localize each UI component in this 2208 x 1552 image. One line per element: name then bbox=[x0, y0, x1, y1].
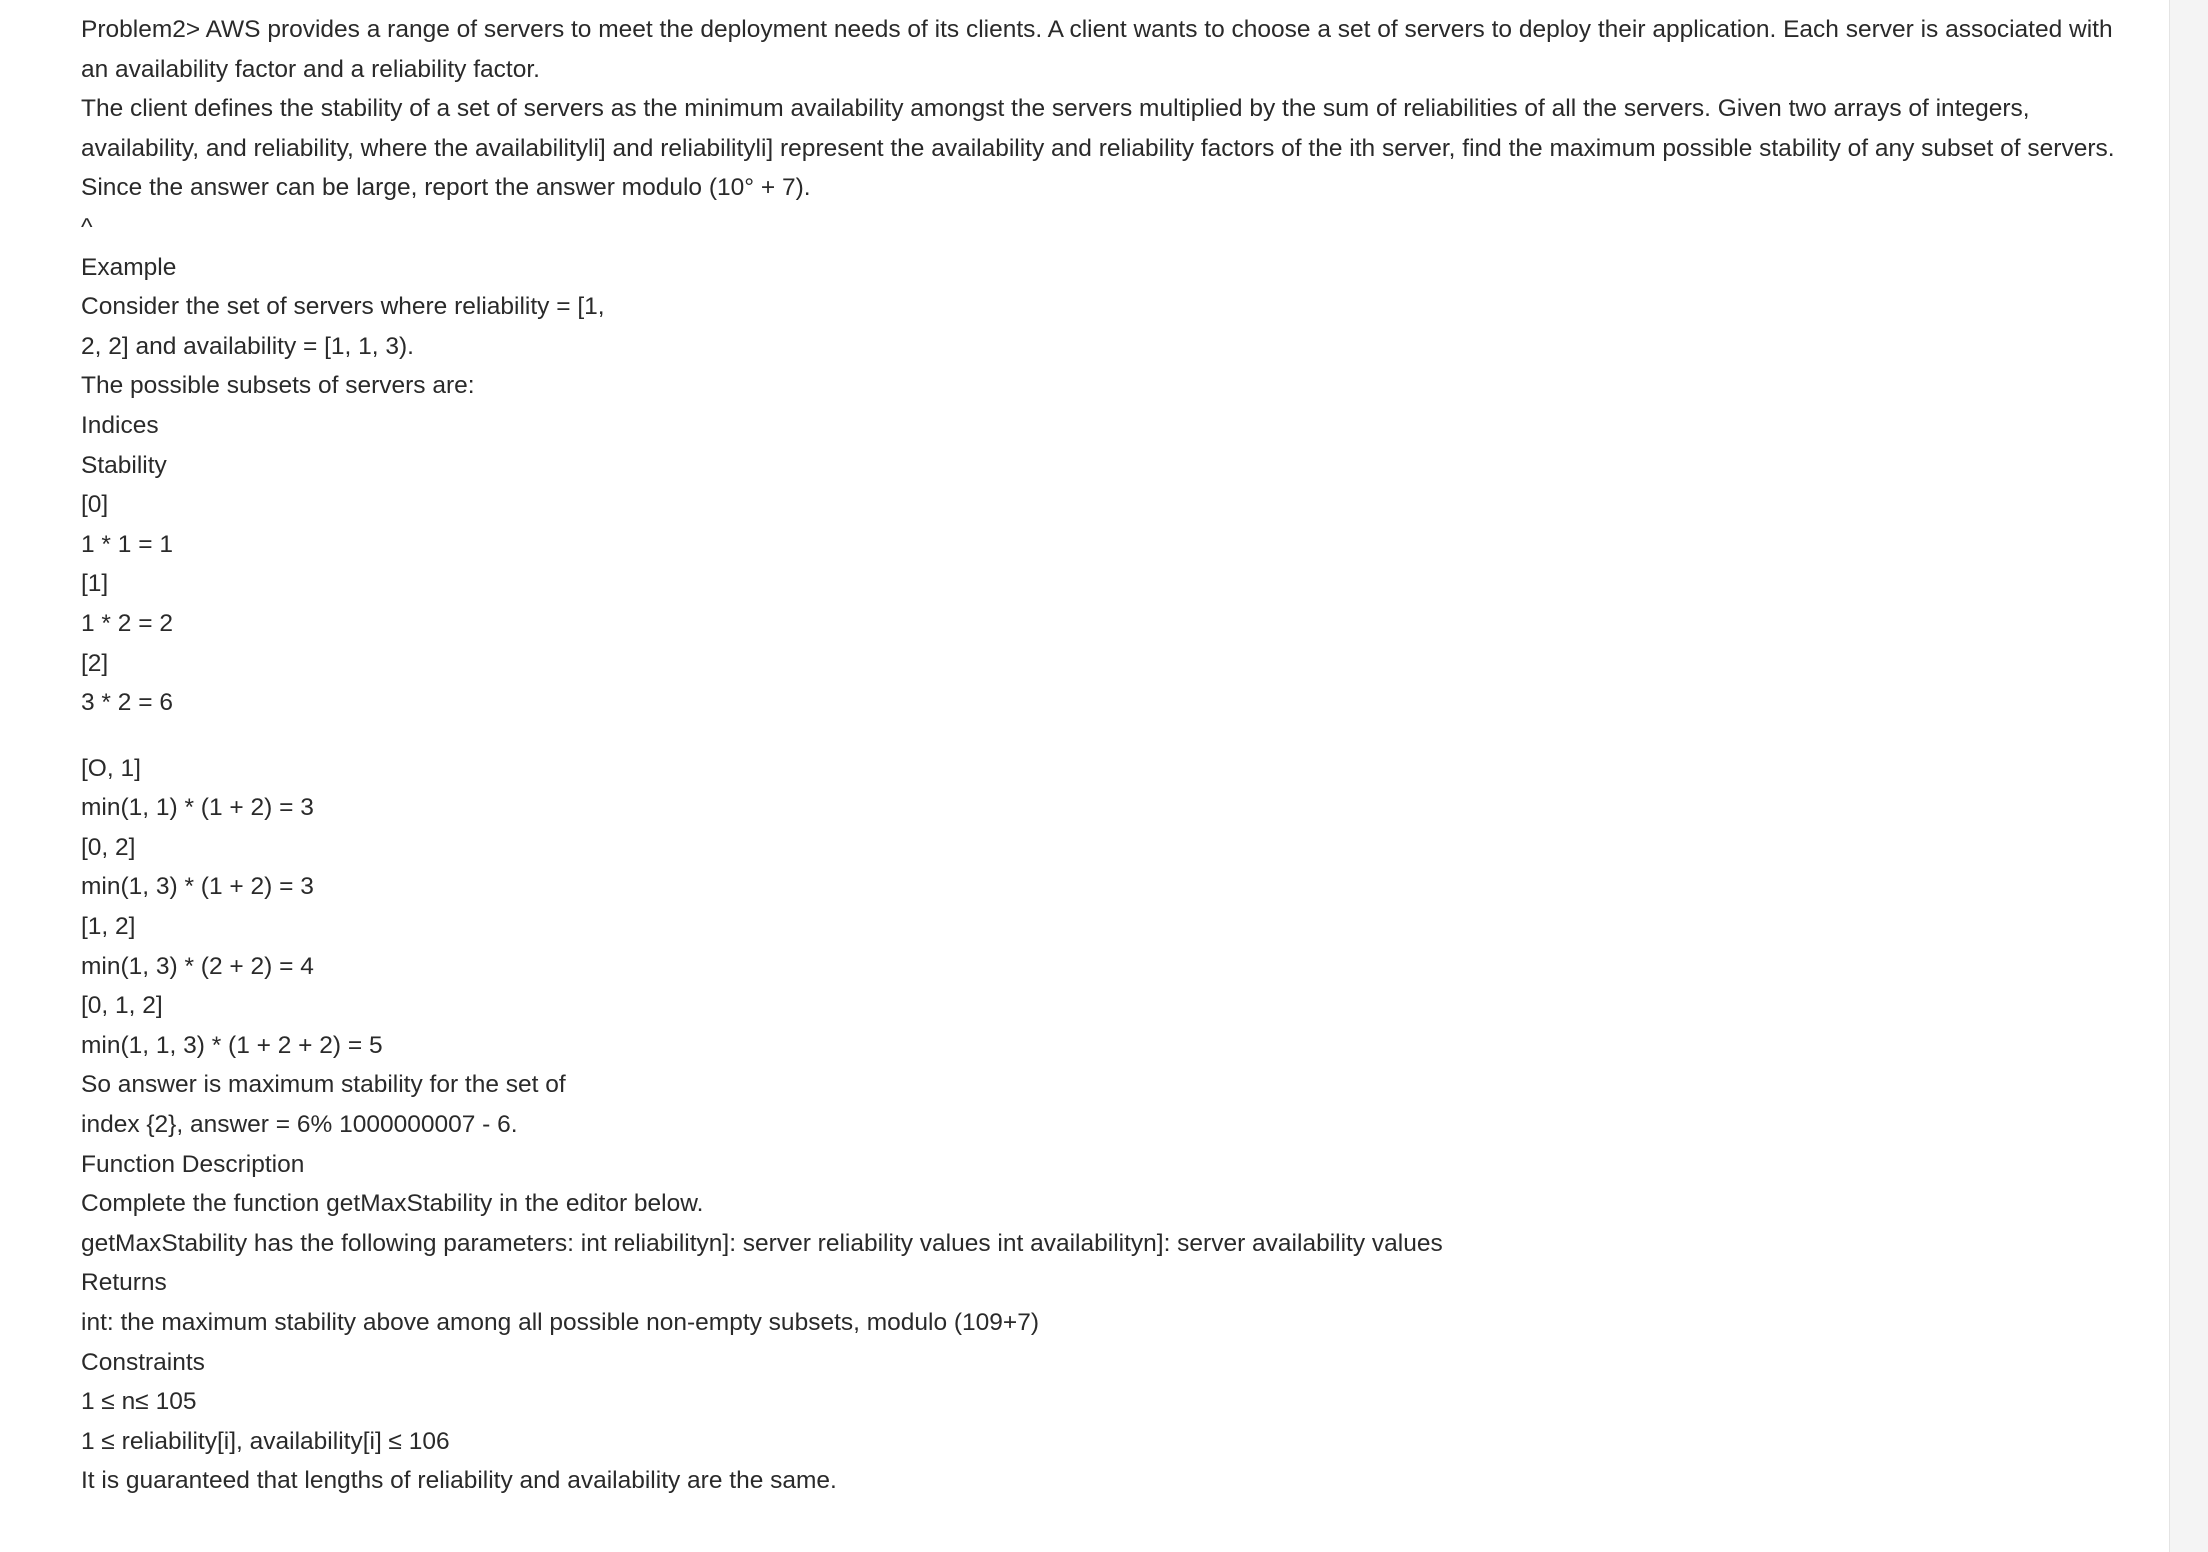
returns-text: int: the maximum stability above among all possible non-empty subsets, modulo (109+7) bbox=[81, 1309, 1040, 1336]
problem-intro: Problem2> AWS provides a range of servers to meet the deployment needs of its clients. A client wants to choose a set of servers to deploy their application. Each server is associated with an availability factor and a reliability factor. bbox=[81, 16, 2120, 83]
subset-stability: 1 * 2 = 2 bbox=[81, 609, 173, 637]
table-header-stability: Stability bbox=[81, 451, 167, 479]
example-conclusion: So answer is maximum stability for the set of bbox=[81, 1071, 566, 1099]
example-line: The possible subsets of servers are: bbox=[81, 372, 475, 400]
returns-heading: Returns bbox=[81, 1269, 167, 1297]
table-header-indices: Indices bbox=[81, 411, 159, 439]
subset-stability: 3 * 2 = 6 bbox=[81, 689, 173, 717]
constraint-line: 1 ≤ n≤ 105 bbox=[81, 1388, 197, 1416]
constraint-line: It is guaranteed that lengths of reliability and availability are the same. bbox=[81, 1467, 837, 1495]
subset-indices: [0, 1, 2] bbox=[81, 992, 163, 1020]
function-parameters: getMaxStability has the following parameters: int reliabilityn]: server reliability values int availabilityn]: server availability values bbox=[81, 1229, 1443, 1257]
example-heading: Example bbox=[81, 253, 177, 281]
subset-indices: [O, 1] bbox=[81, 754, 141, 782]
subset-indices: [2] bbox=[81, 649, 109, 677]
vertical-scrollbar[interactable] bbox=[2169, 0, 2208, 1552]
subset-stability: 1 * 1 = 1 bbox=[81, 530, 173, 558]
subset-stability: min(1, 3) * (2 + 2) = 4 bbox=[81, 952, 314, 980]
constraint-line: 1 ≤ reliability[i], availability[i] ≤ 106 bbox=[81, 1427, 450, 1455]
subset-indices: [0, 2] bbox=[81, 833, 136, 861]
subset-stability: min(1, 3) * (1 + 2) = 3 bbox=[81, 873, 314, 901]
constraints-heading: Constraints bbox=[81, 1348, 205, 1376]
spacer bbox=[81, 723, 2121, 749]
example-line: Consider the set of servers where reliability = [1, bbox=[81, 293, 605, 321]
problem-definition: The client defines the stability of a set of servers as the minimum availability amongst the servers multiplied by the sum of reliabilities of all the servers. Given two arrays of integers, availability, and reliability, where the availabilityli] and reliabilityli] represent the availability and reliability factors of the ith server, find the maximum possible stability of any subset of servers. bbox=[81, 95, 2115, 162]
subset-indices: [0] bbox=[81, 491, 109, 519]
caret-mark: ^ bbox=[81, 213, 93, 241]
example-conclusion: index {2}, answer = 6% 1000000007 - 6. bbox=[81, 1111, 518, 1139]
subset-indices: [1, 2] bbox=[81, 913, 136, 941]
subset-indices: [1] bbox=[81, 570, 109, 598]
problem-modulo-note: Since the answer can be large, report the answer modulo (10° + 7). bbox=[81, 174, 811, 202]
function-heading: Function Description bbox=[81, 1150, 305, 1178]
subset-stability: min(1, 1, 3) * (1 + 2 + 2) = 5 bbox=[81, 1031, 383, 1059]
example-line: 2, 2] and availability = [1, 1, 3). bbox=[81, 332, 414, 360]
problem-statement bbox=[81, 10, 2121, 1501]
subset-stability: min(1, 1) * (1 + 2) = 3 bbox=[81, 794, 314, 822]
function-line: Complete the function getMaxStability in the editor below. bbox=[81, 1190, 704, 1218]
